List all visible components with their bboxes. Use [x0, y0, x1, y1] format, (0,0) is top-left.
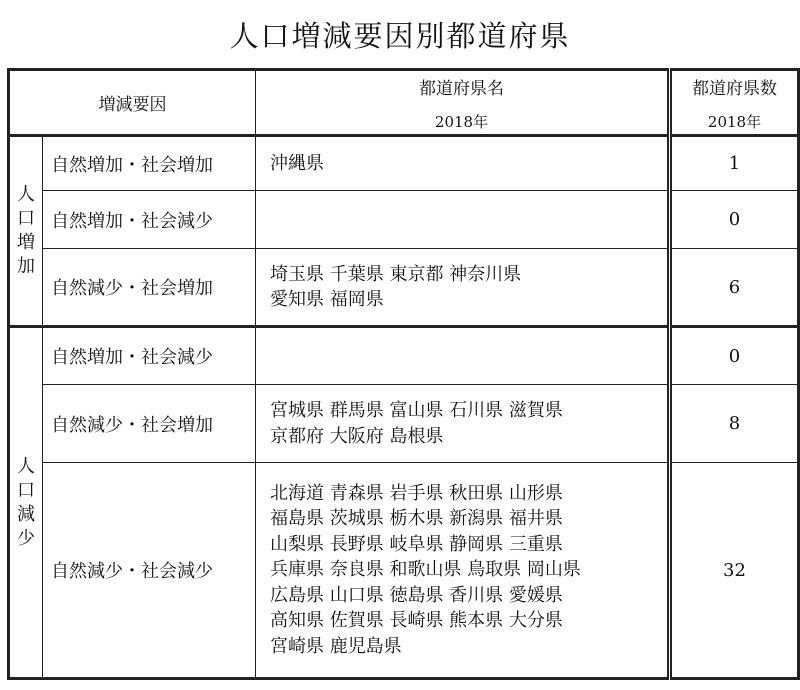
prefecture-line: 山梨県 長野県 岐阜県 静岡県 三重県 — [270, 533, 563, 555]
count-cell: 0 — [670, 327, 799, 385]
prefecture-table — [7, 68, 800, 680]
count-cell: 1 — [670, 136, 799, 191]
group-label-char: 人 — [17, 455, 35, 477]
prefecture-line: 福島県 茨城県 栃木県 新潟県 福井県 — [270, 508, 563, 530]
table-row — [9, 385, 799, 463]
prefecture-list-cell — [256, 191, 670, 249]
group-label-char: 人 — [17, 184, 35, 205]
factor-cell: 自然増加・社会減少 — [43, 327, 256, 385]
header-prefecture-names-label: 都道府県名 — [419, 78, 504, 99]
prefecture-line: 北海道 青森県 岩手県 秋田県 山形県 — [270, 482, 563, 504]
count-cell: 32 — [670, 463, 799, 679]
prefecture-line: 兵庫県 奈良県 和歌山県 鳥取県 岡山県 — [270, 559, 581, 581]
group-label-char: 口 — [17, 479, 35, 501]
prefecture-list-cell — [256, 463, 670, 679]
prefecture-list-cell — [256, 327, 670, 385]
factor-cell: 自然増加・社会増加 — [43, 136, 256, 191]
table-row — [9, 136, 799, 191]
prefecture-line: 広島県 山口県 徳島県 香川県 愛媛県 — [270, 584, 563, 606]
prefecture-line: 高知県 佐賀県 長崎県 熊本県 大分県 — [270, 610, 563, 632]
table-header-row — [9, 70, 799, 136]
prefecture-list-cell — [256, 385, 670, 463]
prefecture-line: 宮城県 群馬県 富山県 石川県 滋賀県 — [270, 400, 563, 421]
header-prefecture-count — [670, 70, 799, 136]
factor-cell: 自然減少・社会増加 — [43, 249, 256, 327]
page-title: 人口増減要因別都道府県 — [229, 19, 571, 53]
table-row — [9, 327, 799, 385]
table-row — [9, 191, 799, 249]
group-label-char: 増 — [17, 232, 35, 253]
count-cell: 0 — [670, 191, 799, 249]
count-cell: 6 — [670, 249, 799, 327]
table-row — [9, 249, 799, 327]
header-prefecture-count-label: 都道府県数 — [692, 78, 777, 99]
factor-cell: 自然減少・社会減少 — [43, 463, 256, 679]
header-prefecture-names — [256, 70, 670, 136]
prefecture-line: 京都府 大阪府 島根県 — [270, 425, 444, 447]
group-label-char: 少 — [17, 527, 35, 549]
prefecture-list-cell — [256, 136, 670, 191]
prefecture-line: 宮崎県 鹿児島県 — [270, 635, 402, 657]
prefecture-line: 愛知県 福岡県 — [270, 289, 384, 310]
group-population-increase — [9, 136, 43, 327]
count-cell: 8 — [670, 385, 799, 463]
header-prefecture-names-year: 2018年 — [434, 112, 489, 131]
group-label-char: 口 — [17, 208, 35, 229]
header-prefecture-count-year: 2018年 — [707, 112, 762, 131]
prefecture-line: 沖縄県 — [270, 152, 324, 174]
factor-cell: 自然増加・社会減少 — [43, 191, 256, 249]
prefecture-line: 埼玉県 千葉県 東京都 神奈川県 — [270, 263, 522, 285]
factor-cell: 自然減少・社会増加 — [43, 385, 256, 463]
header-factor — [9, 70, 256, 136]
group-label-char: 減 — [17, 503, 35, 525]
group-population-decrease — [9, 327, 43, 679]
table-row — [9, 463, 799, 679]
prefecture-list-cell — [256, 249, 670, 327]
header-factor-label: 増減要因 — [98, 95, 167, 115]
group-label-char: 加 — [17, 256, 35, 277]
